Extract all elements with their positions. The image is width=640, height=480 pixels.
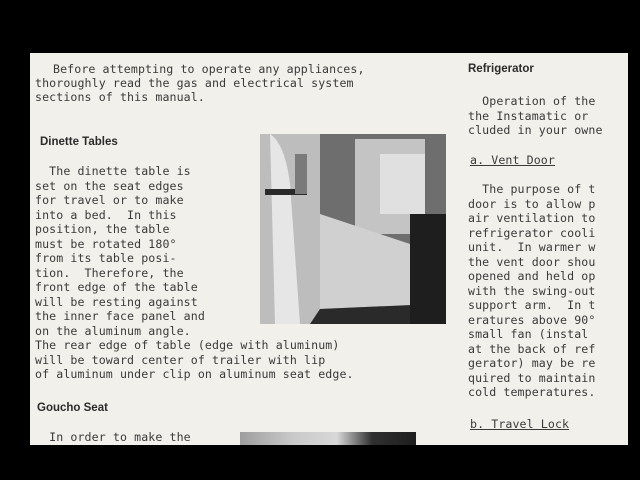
dinette-line: into a bed. In this — [35, 207, 177, 222]
refrigerator-intro-line: the Instamatic or — [468, 108, 589, 123]
dinette-photo-illustration — [260, 134, 446, 324]
dinette-line: will be resting against — [35, 294, 198, 309]
dinette-line: position, the table — [35, 222, 170, 236]
refrigerator-intro-line: cluded in your owne — [468, 123, 603, 137]
vent-line: door is to allow p — [468, 196, 596, 211]
dinette-wide-line: The rear edge of table (edge with aluminum) — [35, 338, 340, 352]
dinette-table-photo — [260, 134, 446, 324]
vent-line: cold temperatures. — [468, 385, 596, 399]
goucho-heading: Goucho Seat — [37, 402, 108, 414]
vent-door-label — [470, 153, 555, 167]
dinette-line: tion. Therefore, the — [35, 265, 184, 280]
dinette-line: the inner face panel and — [35, 309, 205, 323]
goucho-seat-photo — [240, 432, 416, 445]
goucho-line: In order to make the — [35, 430, 191, 444]
vent-line: small fan (instal — [468, 327, 589, 341]
dinette-wide-line: of aluminum under clip on aluminum seat edge. — [35, 367, 354, 381]
manual-page — [30, 53, 628, 445]
dinette-line: from its table posi- — [35, 251, 177, 265]
dinette-wide-line: will be toward center of trailer with lip — [35, 352, 326, 367]
travel-lock-text: b. Travel Lock — [470, 417, 570, 431]
vent-line: at the back of ref — [468, 341, 596, 356]
vent-line: unit. In warmer w — [468, 240, 596, 254]
vent-line: the vent door shou — [468, 254, 596, 269]
dinette-line: The dinette table is — [35, 164, 191, 178]
vent-line: refrigerator cooli — [468, 225, 596, 240]
intro-line-2: thoroughly read the gas and electrical system — [35, 76, 354, 90]
vent-line: air ventilation to — [468, 211, 596, 225]
refrigerator-heading: Refrigerator — [468, 63, 534, 75]
dinette-line: on the aluminum angle. — [35, 323, 191, 338]
vent-line: support arm. In t — [468, 298, 596, 312]
dinette-line: front edge of the table — [35, 280, 198, 294]
dinette-line: set on the seat edges — [35, 178, 184, 193]
vent-line: The purpose of t — [468, 182, 596, 196]
dinette-line: for travel or to make — [35, 193, 184, 207]
intro-line-3: sections of this manual. — [35, 90, 205, 104]
dinette-line: must be rotated 180° — [35, 236, 177, 251]
vent-line: gerator) may be re — [468, 356, 596, 370]
vent-line: opened and held op — [468, 269, 596, 283]
travel-lock-label — [470, 417, 569, 431]
dinette-heading: Dinette Tables — [40, 136, 118, 148]
vent-door-text: a. Vent Door — [470, 153, 555, 167]
refrigerator-intro-line: Operation of the — [468, 94, 596, 108]
vent-line: quired to maintain — [468, 370, 596, 385]
vent-line: with the swing-out — [468, 283, 596, 298]
vent-line: eratures above 90° — [468, 312, 596, 327]
intro-line-1: Before attempting to operate any appliances, — [53, 62, 365, 76]
